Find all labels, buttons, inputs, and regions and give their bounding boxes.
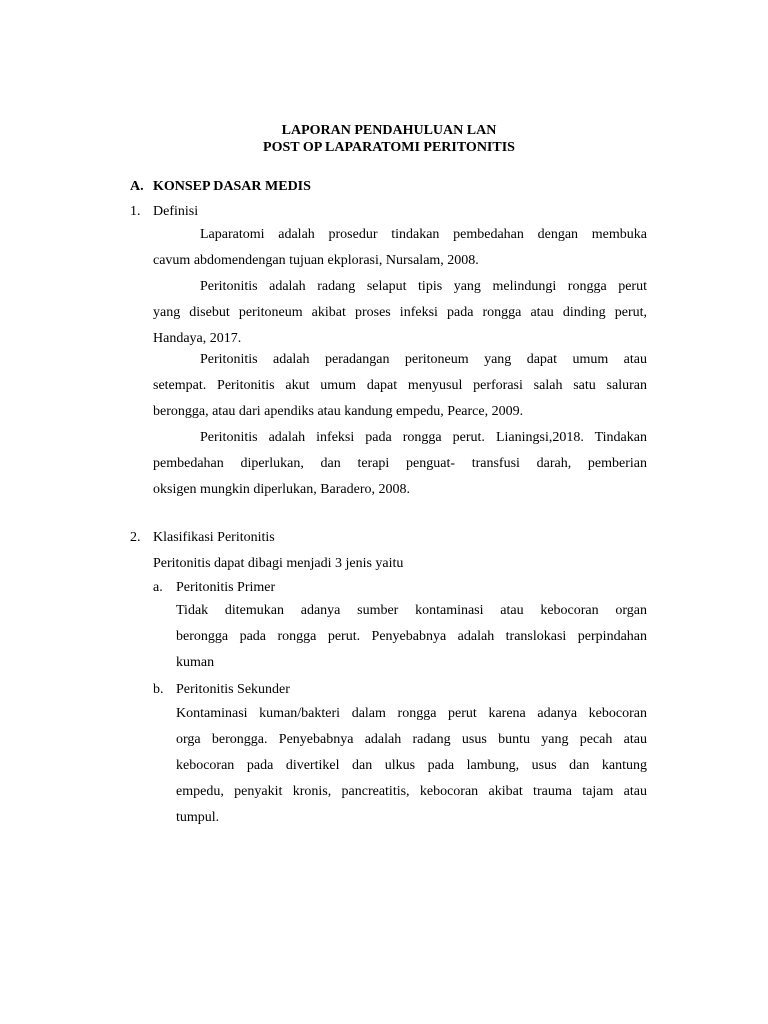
title-line-2: POST OP LAPARATOMI PERITONITIS [263,140,515,155]
paragraph-line: Peritonitis adalah radang selaput tipis yang melindungi rongga perut [200,279,647,294]
definition-paragraph-3 [153,347,647,425]
subitem-a-body [176,598,647,676]
item-2-heading: Klasifikasi Peritonitis [153,530,275,545]
item-2-intro: Peritonitis dapat dibagi menjadi 3 jenis yaitu [153,556,404,571]
definition-paragraph-2 [153,274,647,352]
paragraph-line: Handaya, 2017. [153,331,242,346]
section-a-marker: A. [130,179,144,194]
paragraph-line: orga berongga. Penyebabnya adalah radang usus buntu yang pecah atau [176,732,647,747]
title-line-1: LAPORAN PENDAHULUAN LAN [281,123,497,138]
subitem-b-marker: b. [153,682,164,697]
paragraph-line: kuman [176,655,215,670]
document-title [0,122,768,156]
paragraph-line: berongga, atau dari apendiks atau kandung empedu, Pearce, 2009. [153,404,524,419]
paragraph-line: tumpul. [176,810,220,825]
paragraph-line: Peritonitis adalah infeksi pada rongga perut. Lianingsi,2018. Tindakan [200,430,647,445]
subitem-b-body [176,701,647,831]
subitem-b-heading: Peritonitis Sekunder [176,682,290,697]
definition-paragraph-4 [153,425,647,503]
paragraph-line: oksigen mungkin diperlukan, Baradero, 2008. [153,482,411,497]
item-2-number: 2. [130,530,141,545]
paragraph-line: pembedahan diperlukan, dan terapi penguat- transfusi darah, pemberian [153,456,647,471]
paragraph-line: Kontaminasi kuman/bakteri dalam rongga perut karena adanya kebocoran [176,706,647,721]
paragraph-line: empedu, penyakit kronis, pancreatitis, kebocoran akibat trauma tajam atau [176,784,647,799]
definition-paragraph-1 [153,222,647,274]
subitem-a-marker: a. [153,580,163,595]
section-a-heading: KONSEP DASAR MEDIS [153,179,311,194]
paragraph-line: setempat. Peritonitis akut umum dapat menyusul perforasi salah satu saluran [153,378,647,393]
paragraph-line: yang disebut peritoneum akibat proses infeksi pada rongga atau dinding perut, [153,305,647,320]
item-1-heading: Definisi [153,204,199,219]
paragraph-line: Laparatomi adalah prosedur tindakan pembedahan dengan membuka [200,227,647,242]
paragraph-line: berongga pada rongga perut. Penyebabnya adalah translokasi perpindahan [176,629,647,644]
subitem-a-heading: Peritonitis Primer [176,580,276,595]
paragraph-line: Peritonitis adalah peradangan peritoneum yang dapat umum atau [200,352,647,367]
paragraph-line: Tidak ditemukan adanya sumber kontaminasi atau kebocoran organ [176,603,647,618]
paragraph-line: kebocoran pada divertikel dan ulkus pada lambung, usus dan kantung [176,758,647,773]
paragraph-line: cavum abdomendengan tujuan ekplorasi, Nursalam, 2008. [153,253,479,268]
item-1-number: 1. [130,204,141,219]
